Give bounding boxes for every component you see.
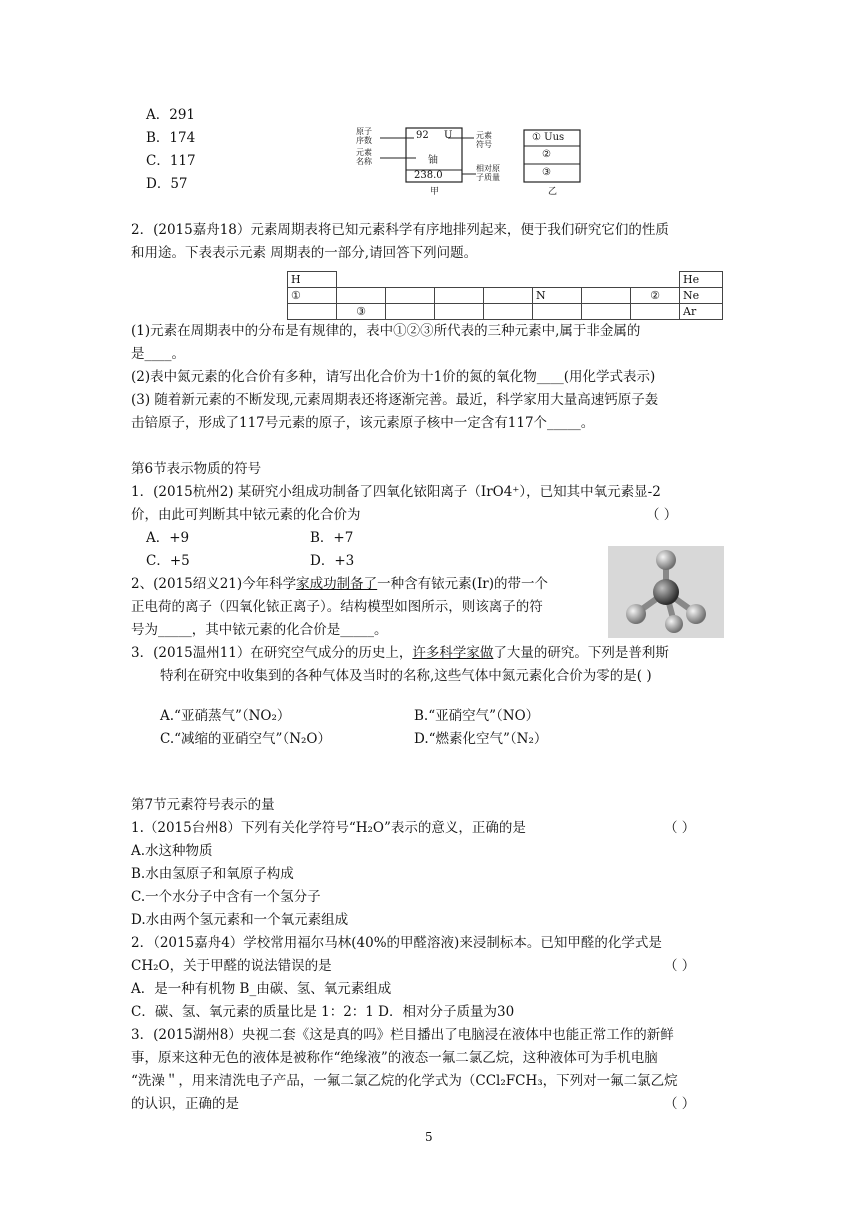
s7-q1: 1.（2015台州8）下列有关化学符号“H₂O”表示的意义，正确的是 bbox=[131, 820, 526, 836]
s7-q1-opt-c: C.一个水分子中含有一个氢分子 bbox=[131, 889, 321, 905]
s7-q2-a: 2．（2015嘉舟4）学校常用福尔马林(40%的甲醛溶液)来浸制标本。已知甲醛的化学式是 bbox=[131, 935, 662, 951]
s6-q2-c: 号为_____，其中铱元素的化合价是_____。 bbox=[131, 622, 388, 638]
symbol-label: 元素 符号 bbox=[476, 131, 492, 149]
s6-q2-a-underlined: 家成功制备了 bbox=[296, 576, 378, 592]
s7-q2-opts-2: C．碳、氢、氧元素的质量比是 1：2：1 D．相对分子质量为30 bbox=[131, 1004, 515, 1020]
option-a: A．291 bbox=[146, 107, 196, 123]
option-b: B．174 bbox=[146, 130, 196, 146]
s7-q2-paren: （ ） bbox=[664, 958, 696, 974]
caption-jia: 甲 bbox=[430, 187, 440, 197]
s7-q1-opt-d: D.水由两个氢元素和一个氧元素组成 bbox=[131, 912, 349, 928]
q2-stem-2: 和用途。下表表示元素 周期表的一部分,请回答下列问题。 bbox=[131, 245, 478, 261]
s7-q1-opt-b: B.水由氢原子和氧原子构成 bbox=[131, 866, 294, 882]
element-symbol: U bbox=[444, 130, 453, 141]
s6-q3-opt-d: D.“燃素化空气”（N₂） bbox=[414, 731, 548, 747]
s6-q3-a-pre: 3．(2015温州11）在研究空气成分的历史上， bbox=[131, 645, 413, 661]
s6-q1-a: 1．(2015杭州2) 某研究小组成功制备了四氧化铱阳离子（IrO4⁺），已知其中氧元素显-2 bbox=[131, 484, 661, 500]
s6-q1-b: 价，由此可判断其中铱元素的化合价为 bbox=[131, 507, 361, 523]
page-number: 5 bbox=[425, 1130, 433, 1144]
s6-q3-a bbox=[131, 642, 669, 664]
s6-q2-b: 正电荷的离子（四氧化铱正离子）。结构模型如图所示，则该离子的符 bbox=[131, 599, 543, 615]
option-c: C．117 bbox=[146, 153, 196, 169]
cell-h: H bbox=[288, 272, 337, 288]
cell-ar: Ar bbox=[680, 304, 723, 320]
yi-row-3: ③ bbox=[542, 167, 551, 178]
element-name-label: 元素 名称 bbox=[356, 148, 372, 166]
cell-2: ② bbox=[631, 288, 680, 304]
s6-q1-opt-b: B．+7 bbox=[310, 530, 354, 546]
s7-q3-b: 事，原来这种无色的液体是被称作“绝缘液”的液态一氟二氯乙烷，这种液体可为手机电脑 bbox=[131, 1050, 658, 1066]
atomic-number-label: 原子 序数 bbox=[356, 127, 372, 145]
s6-q3-b: 特利在研究中收集到的各种气体及当时的名称,这些气体中氮元素化合价为零的是( ) bbox=[160, 668, 652, 684]
cell-he: He bbox=[680, 272, 723, 288]
q2-part3-a: (3) 随着新元素的不断发现,元素周期表还将逐渐完善。最近，科学家用大量高速钙原子轰 bbox=[131, 392, 659, 408]
molecule-model-drawing bbox=[608, 546, 724, 638]
s6-q1-opt-d: D．+3 bbox=[310, 553, 355, 569]
section-7-title: 第7节元素符号表示的量 bbox=[131, 797, 275, 813]
s6-q3-opt-b: B.“亚硝空气”（NO） bbox=[414, 708, 540, 724]
mass-label: 相对原 子质量 bbox=[476, 164, 500, 182]
yi-row-2: ② bbox=[542, 149, 551, 160]
s7-q1-opt-a: A.水这种物质 bbox=[131, 843, 213, 859]
molecule-model-image bbox=[608, 546, 724, 638]
q2-stem-1: 2．(2015嘉舟18）元素周期表将已知元素科学有序地排列起来，便于我们研究它们的性质 bbox=[131, 222, 669, 238]
s7-q3-a: 3．(2015湖州8）央视二套《这是真的吗》栏目播出了电脑浸在液体中也能正常工作的新鲜 bbox=[131, 1027, 674, 1043]
section-6-title: 第6节表示物质的符号 bbox=[131, 461, 262, 477]
cell-3: ③ bbox=[337, 304, 386, 320]
s6-q2-a bbox=[131, 573, 548, 595]
s6-q3-opt-a: A.“亚硝蒸气”（NO₂） bbox=[160, 708, 291, 724]
cell-n: N bbox=[533, 288, 582, 304]
s7-q3-c: “洗澡＂，用来清洗电子产品，一氟二氯乙烷的化学式为（CCl₂FCH₃，下列对一氟二氯乙烷 bbox=[131, 1073, 678, 1089]
element-figure bbox=[356, 124, 596, 196]
s7-q2-opts-1: A．是一种有机物 B_由碳、氢、氧元素组成 bbox=[131, 981, 392, 997]
s7-q3-d: 的认识，正确的是 bbox=[131, 1096, 239, 1112]
s6-q2-a-pre: 2、(2015绍义21)今年科学 bbox=[131, 576, 297, 592]
q2-part1-a: (1)元素在周期表中的分布是有规律的，表中①②③所代表的三种元素中,属于非金属的 bbox=[131, 323, 641, 339]
s7-q2-b: CH₂O，关于甲醛的说法错误的是 bbox=[131, 958, 332, 974]
q2-part3-b: 击锫原子，形成了117号元素的原子，该元素原子核中一定含有117个_____。 bbox=[131, 415, 595, 431]
q2-part1-b: 是____。 bbox=[131, 346, 185, 362]
q2-part2: (2)表中氮元素的化合价有多种，请写出化合价为十1价的氮的氧化物____(用化学式表示) bbox=[131, 369, 656, 385]
caption-yi: 乙 bbox=[548, 187, 558, 197]
atomic-number: 92 bbox=[416, 130, 429, 141]
atomic-mass: 238.0 bbox=[414, 170, 443, 181]
s6-q1-opt-c: C．+5 bbox=[146, 553, 190, 569]
cell-1: ① bbox=[288, 288, 337, 304]
cell-ne: Ne bbox=[680, 288, 723, 304]
yi-row-1: ① Uus bbox=[532, 132, 565, 143]
s6-q3-opt-c: C.“减缩的亚硝空气”（N₂O） bbox=[160, 731, 331, 747]
s6-q3-a-underlined: 许多科学家做 bbox=[412, 645, 494, 661]
element-name: 铀 bbox=[428, 155, 438, 166]
s6-q1-opt-a: A．+9 bbox=[146, 530, 190, 546]
option-d: D．57 bbox=[146, 176, 188, 192]
s6-q3-a-post: 了大量的研究。下列是普利斯 bbox=[493, 645, 669, 661]
s7-q1-paren: （ ） bbox=[664, 820, 696, 836]
s6-q2-a-post: 一种含有铱元素(Ir)的带一个 bbox=[377, 576, 548, 592]
s6-q1-paren: （ ） bbox=[646, 507, 678, 523]
periodic-table-fragment bbox=[287, 271, 723, 320]
s7-q3-paren: （ ） bbox=[664, 1096, 696, 1112]
